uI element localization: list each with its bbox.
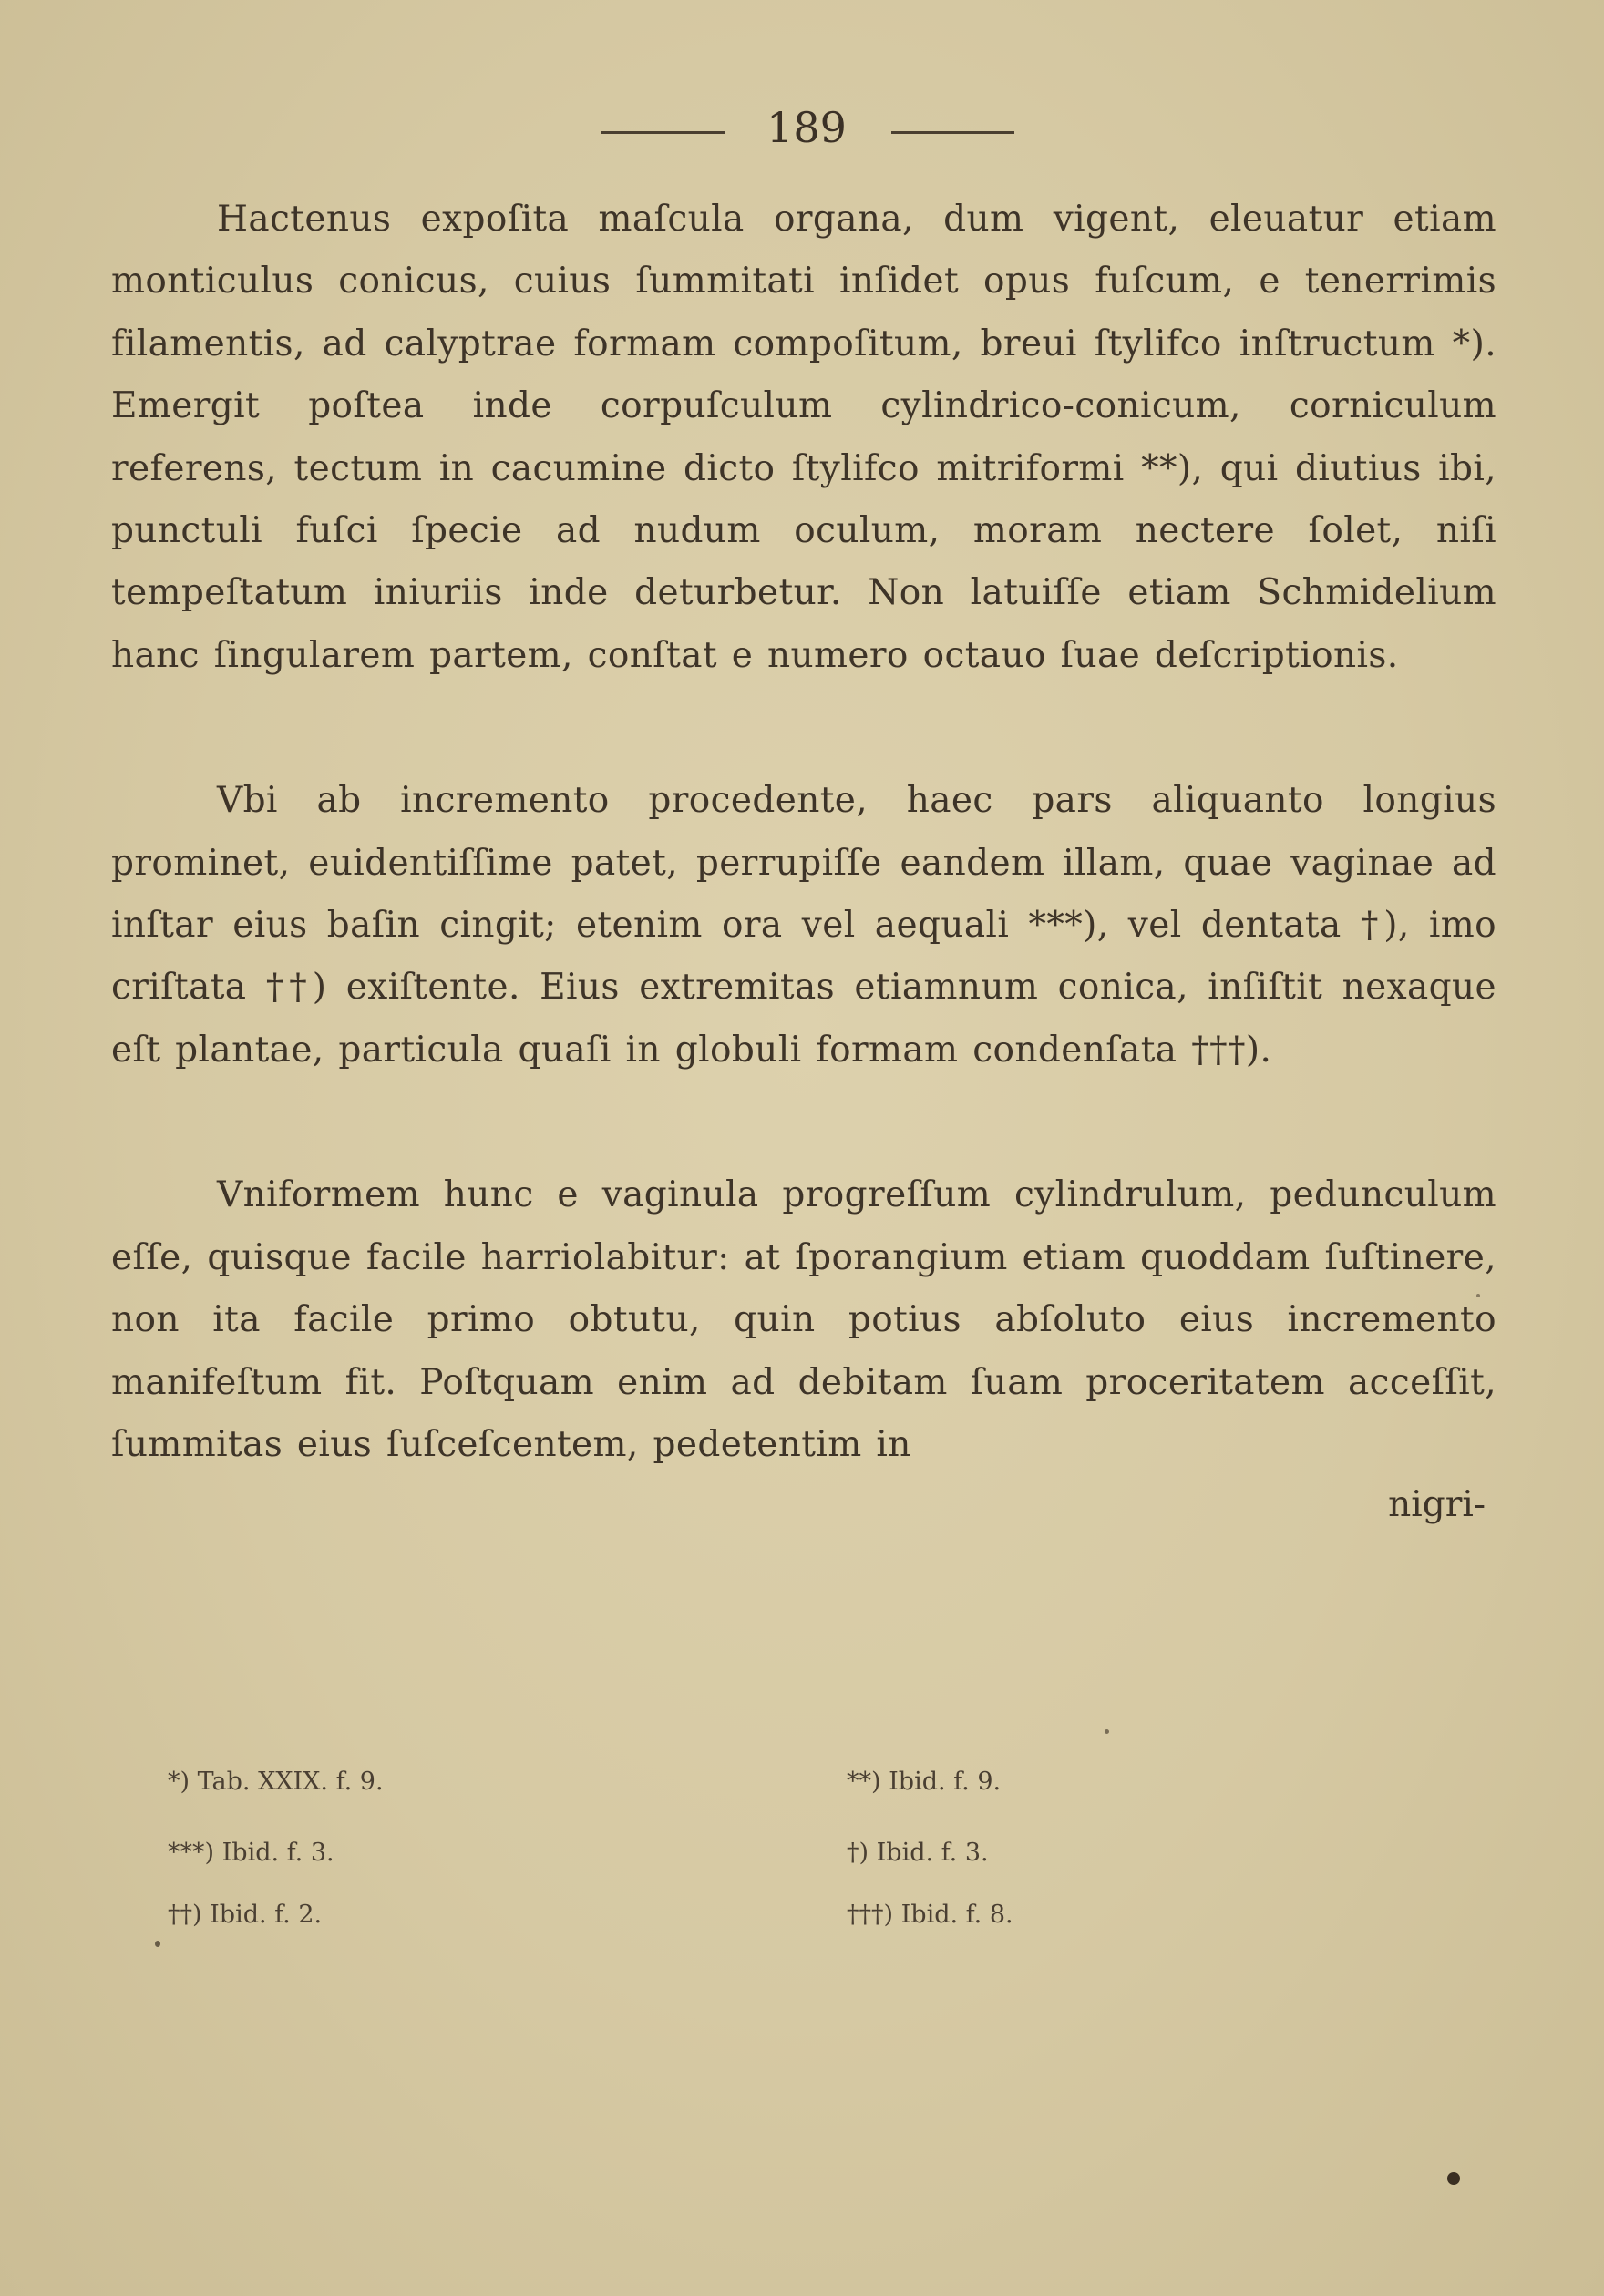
footnote-6: †††) Ibid. f. 8. bbox=[847, 1901, 1013, 1929]
catchword: nigri- bbox=[1388, 1484, 1486, 1526]
ink-speck bbox=[1447, 2172, 1460, 2185]
ink-speck bbox=[155, 1941, 160, 1947]
header-rule-right bbox=[891, 131, 1014, 134]
paragraph-1: Hactenus expoſita maſcula organa, dum vigent, eleuatur etiam monticulus conicus, cuius ſummitati inſidet opus fuſcum, e tenerrimis filamentis, ad calyptrae formam compoſitum, breui ſtylifco inſtructum *). Emergit poſtea inde corpuſculum cylindrico-conicum, corniculum referens, tectum in cacumine dicto ſtylifco mitriformi **), qui diutius ibi, punctuli fuſci ſpecie ad nudum oculum, moram nectere ſolet, niſi tempeſtatum iniuriis inde deturbetur. Non latuiſſe etiam Schmidelium hanc ſingularem partem, conſtat e numero octauo ſuae deſcriptionis. bbox=[111, 199, 1496, 676]
header-rule-left bbox=[602, 131, 725, 134]
body-text bbox=[111, 189, 1496, 1532]
paragraph-3: Vniformem hunc e vaginula progreſſum cylindrulum, pedunculum eſſe, quisque facile harriolabitur: at ſporangium etiam quoddam ſuſtinere, non ita facile primo obtutu, quin potius abſoluto eius incremento manifeſtum fit. Poſtquam enim ad debitam ſuam proceritatem acceſſit, ſummitas eius ſuſceſcentem, pedetentim in bbox=[111, 1174, 1496, 1465]
footnote-2: **) Ibid. f. 9. bbox=[847, 1768, 1002, 1796]
footnote-3: ***) Ibid. f. 3. bbox=[168, 1839, 334, 1867]
paragraph-2: Vbi ab incremento procedente, haec pars aliquanto longius prominet, euidentiſſime patet, perrupiſſe eandem illam, quae vaginae ad inſtar eius baſin cingit; etenim ora vel aequali ***), vel dentata †), imo criſtata ††) exiſtente. Eius extremitas etiamnum conica, inſiſtit nexaque eſt plantae, particula quaſi in globuli formam condenſata †††). bbox=[111, 780, 1496, 1071]
footnote-1: *) Tab. XXIX. f. 9. bbox=[168, 1768, 384, 1796]
ink-speck bbox=[1476, 1294, 1480, 1297]
footnote-4: †) Ibid. f. 3. bbox=[847, 1839, 989, 1867]
page-header bbox=[0, 100, 1604, 164]
page-number: 189 bbox=[766, 103, 847, 152]
footnote-5: ††) Ibid. f. 2. bbox=[168, 1901, 323, 1929]
ink-speck bbox=[1105, 1729, 1109, 1734]
footnotes bbox=[168, 1766, 1079, 1948]
